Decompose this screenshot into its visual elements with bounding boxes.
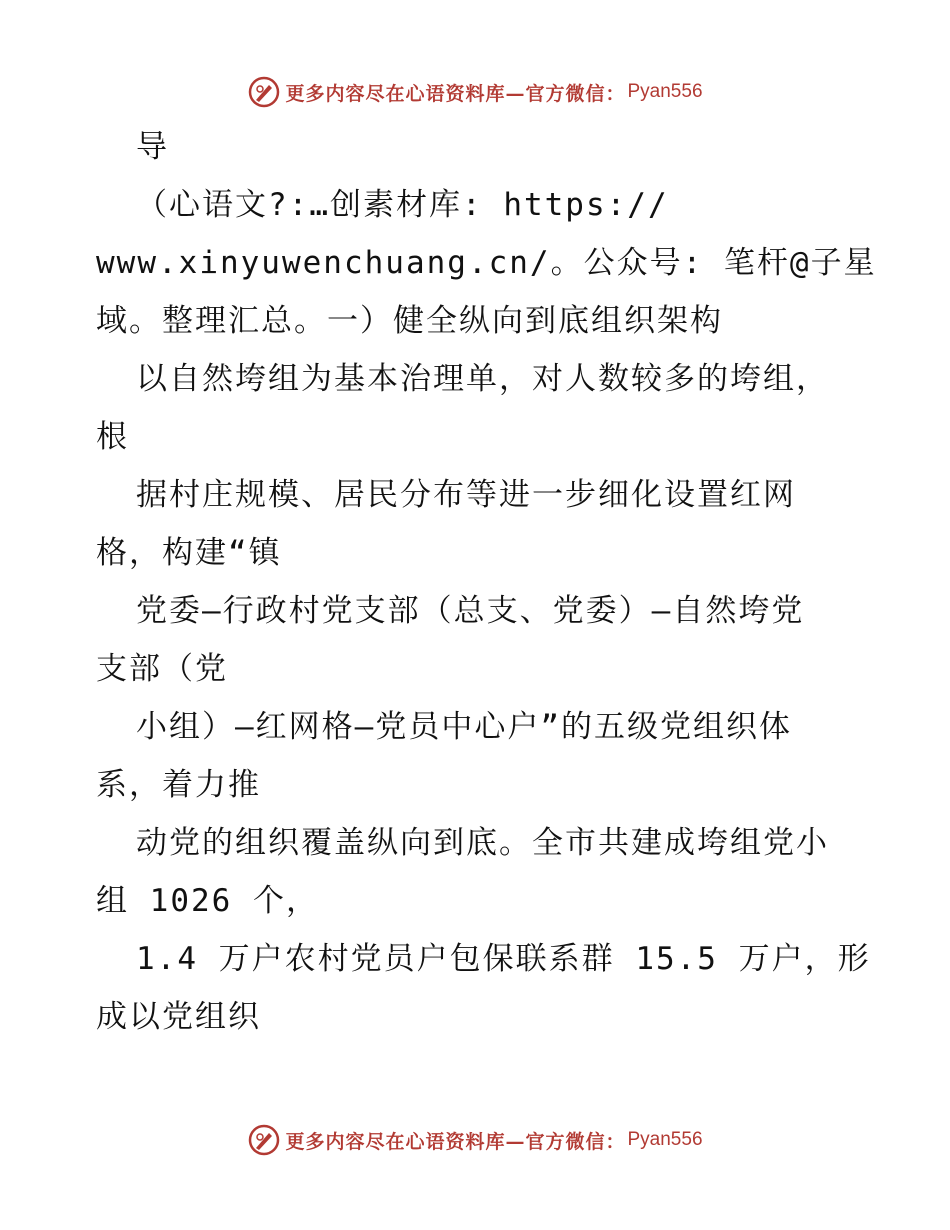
text-line: 支部（党	[96, 651, 228, 687]
document-body	[96, 118, 876, 1046]
header-wechat-id: Pyan556	[627, 81, 703, 102]
footer-banner-text: 更多内容尽在心语资料库—官方微信：	[285, 1130, 626, 1153]
header-banner	[0, 72, 950, 112]
text-line: www.xinyuwenchuang.cn/。公众号: 笔杆@子星	[96, 245, 877, 281]
text-line: 以自然垮组为基本治理单，对人数较多的垮组，	[136, 361, 829, 397]
header-banner-text: 更多内容尽在心语资料库—官方微信：	[285, 82, 626, 105]
text-line: 1.4 万户农村党员户包保联系群 15.5 万户，形	[136, 941, 871, 977]
footer-wechat-id: Pyan556	[627, 1129, 703, 1150]
text-line: 动党的组织覆盖纵向到底。全市共建成垮组党小	[136, 825, 829, 861]
text-line: 根	[96, 419, 129, 455]
text-line: 导	[136, 129, 169, 165]
text-line: 组 1026 个，	[96, 883, 319, 919]
pen-logo-icon	[247, 75, 281, 109]
text-line: 格，构建“镇	[96, 535, 282, 571]
text-line: 域。整理汇总。一）健全纵向到底组织架构	[96, 303, 723, 339]
text-line: 成以党组织	[96, 999, 261, 1035]
text-line: 小组）—红网格—党员中心户”的五级党组织体	[136, 709, 792, 745]
footer-banner	[0, 1120, 950, 1160]
text-line: 党委—行政村党支部（总支、党委）—自然垮党	[136, 593, 805, 629]
text-line: 据村庄规模、居民分布等进一步细化设置红网	[136, 477, 796, 513]
pen-logo-icon	[247, 1123, 281, 1157]
text-line: （心语文?:…创素材库: https://	[136, 187, 669, 223]
text-line: 系，着力推	[96, 767, 261, 803]
